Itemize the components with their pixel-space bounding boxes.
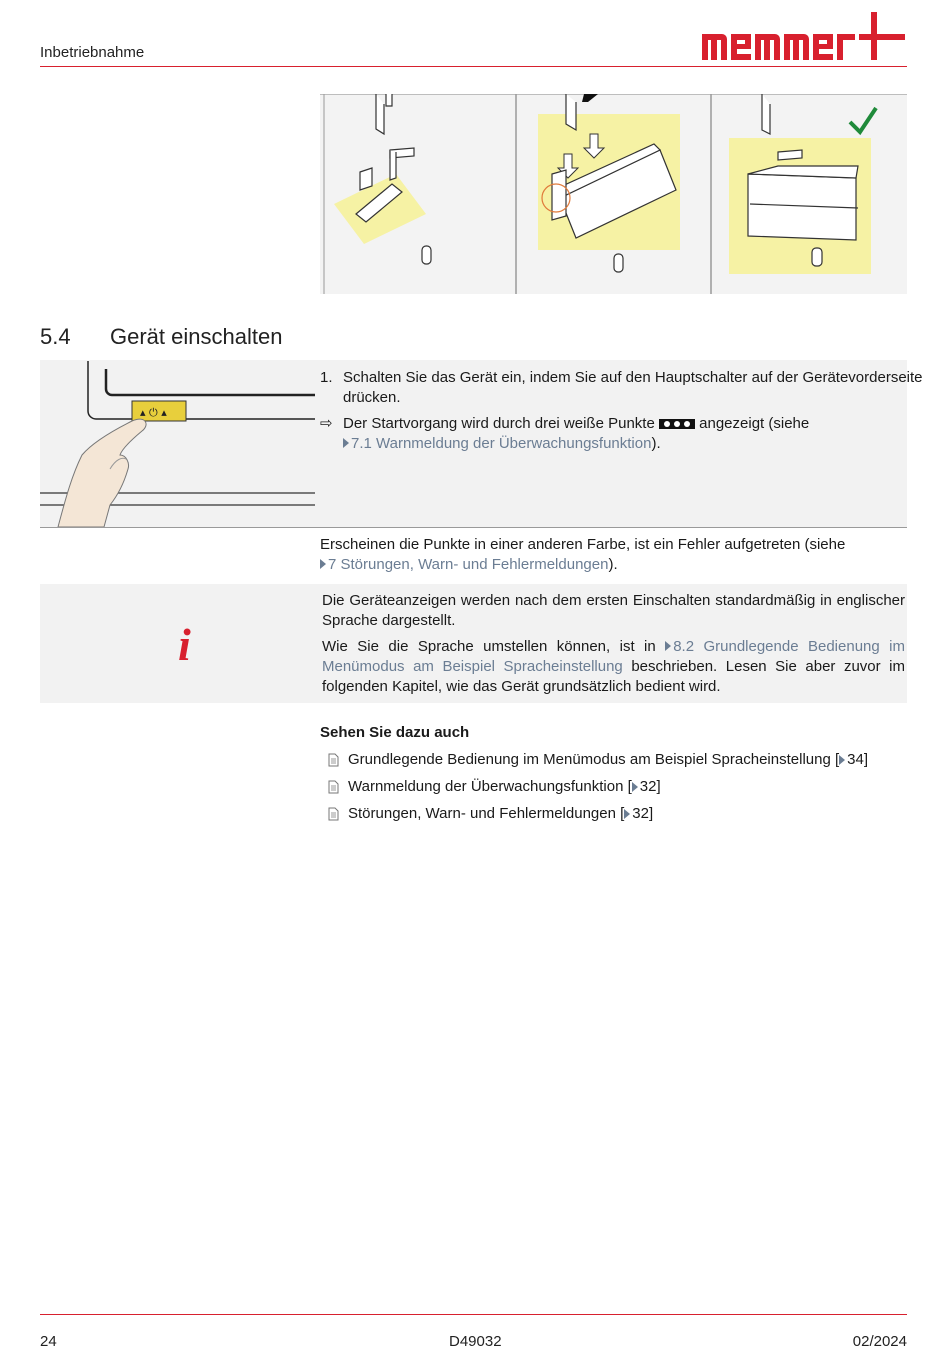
link-grundlegende-bedienung[interactable]: 8.2 Grundlegende Bedienung im Menümodus am Beispiel Spracheinstellung xyxy=(322,638,905,675)
see-also-item[interactable] xyxy=(328,751,868,768)
svg-text:▴ ⏻ ▴: ▴ ⏻ ▴ xyxy=(140,406,167,419)
see-also-page: 34 xyxy=(847,751,864,768)
see-also-close: ] xyxy=(656,778,661,795)
drawer-insertion-illustration xyxy=(320,94,907,294)
step-instruction-line2: drücken. xyxy=(343,389,401,406)
link-warnmeldung[interactable]: 7.1 Warnmeldung der Überwachungsfunktion xyxy=(351,435,652,452)
link-stoerungen[interactable]: 7 Störungen, Warn- und Fehlermeldungen xyxy=(328,556,609,573)
page-arrow-icon xyxy=(839,755,845,765)
step-result-end: ). xyxy=(651,435,661,452)
step-result-line1 xyxy=(343,414,809,434)
step-result-text-a: Der Startvorgang wird durch drei weiße Punkte xyxy=(343,415,655,432)
error-note-line2 xyxy=(320,555,618,575)
header-section-title: Inbetriebnahme xyxy=(40,44,145,61)
section-number: 5.4 xyxy=(40,324,71,349)
section-title: Gerät einschalten xyxy=(110,324,283,349)
document-icon xyxy=(328,780,339,794)
see-also-text: Störungen, Warn- und Fehlermeldungen [ xyxy=(348,805,625,822)
footer-date: 02/2024 xyxy=(852,1333,907,1350)
step-result-line2 xyxy=(343,434,661,454)
step-number: 1. xyxy=(320,369,333,386)
error-note-line1: Erscheinen die Punkte in einer anderen Farbe, ist ein Fehler aufgetreten (siehe xyxy=(320,536,846,553)
step-instruction-line1: Schalten Sie das Gerät ein, indem Sie auf den Hauptschalter auf der Gerätevorderseite xyxy=(343,369,923,386)
see-also-page: 32 xyxy=(639,778,657,795)
info-para2-text-a: Wie Sie die Sprache umstellen können, ist in xyxy=(322,638,656,655)
link-arrow-icon xyxy=(320,559,326,569)
see-also-page: 32 xyxy=(632,805,649,822)
panel-2 xyxy=(538,94,680,272)
error-note-end: ). xyxy=(608,556,618,573)
header-divider xyxy=(40,66,907,67)
page-arrow-icon xyxy=(624,809,630,819)
power-switch-illustration xyxy=(40,361,315,527)
see-also-item[interactable] xyxy=(328,778,661,795)
see-also-heading: Sehen Sie dazu auch xyxy=(320,724,470,741)
see-also-close: ] xyxy=(863,751,868,768)
step-divider xyxy=(40,527,907,528)
see-also-text: Grundlegende Bedienung im Menümodus am Beispiel Spracheinstellung [ xyxy=(348,751,840,768)
footer-document-id: D49032 xyxy=(449,1333,502,1350)
step-result-text-b: angezeigt (siehe xyxy=(699,415,810,432)
link-arrow-icon xyxy=(343,438,349,448)
memmert-logo xyxy=(700,10,908,64)
result-arrow-icon: ⇨ xyxy=(320,415,333,432)
see-also-text: Warnmeldung der Überwachungsfunktion [ xyxy=(348,778,632,795)
info-paragraph-1: Die Geräteanzeigen werden nach dem ersten Einschalten standardmäßig in englischer Sprache dargestellt. xyxy=(322,592,905,629)
document-icon xyxy=(328,753,339,767)
three-dots-indicator-icon xyxy=(659,419,695,429)
footer-page-number: 24 xyxy=(40,1333,57,1350)
footer-divider xyxy=(40,1314,907,1315)
see-also-close: ] xyxy=(648,805,654,822)
info-para2-text-b: beschrieben. Lesen Sie aber zuvor im folgenden Kapitel, wie das Gerät grundsätzlich bedient wird. xyxy=(322,658,905,695)
page-arrow-icon xyxy=(632,782,638,792)
link-arrow-icon xyxy=(665,641,671,651)
see-also-item[interactable] xyxy=(328,805,653,822)
info-paragraph-2 xyxy=(322,637,905,697)
info-icon: i xyxy=(178,619,191,670)
document-icon xyxy=(328,807,339,821)
